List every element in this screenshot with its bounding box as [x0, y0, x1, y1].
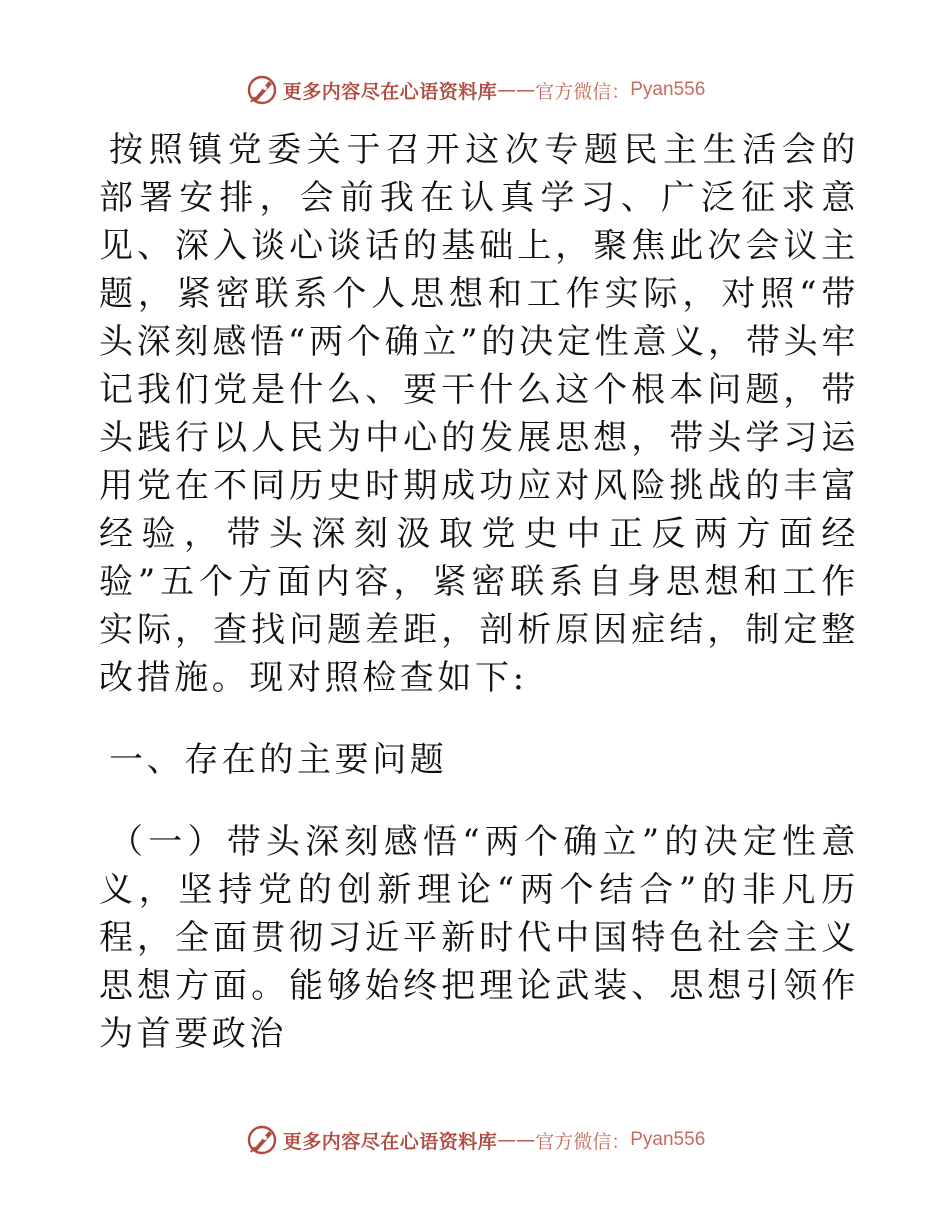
- banner-wechat-label: 官方微信：: [535, 1130, 631, 1153]
- quill-pen-logo-icon: [245, 1123, 279, 1157]
- banner-main-text: 更多内容尽在心语资料库: [282, 80, 498, 103]
- banner-wechat-id: Pyan556: [630, 1129, 706, 1150]
- banner-wechat-id: Pyan556: [630, 79, 706, 100]
- paragraph-subsection-1: （一）带头深刻感悟“两个确立”的决定性意义，坚持党的创新理论“两个结合”的非凡历程，全面贯彻习近平新时代中国特色社会主义思想方面。能够始终把理论武装、思想引领作为首要政治: [99, 822, 859, 1054]
- footer-watermark-banner: [0, 1120, 950, 1160]
- banner-main-text: 更多内容尽在心语资料库: [282, 1130, 498, 1153]
- banner-wechat-label: 官方微信：: [535, 80, 631, 103]
- banner-separator: ——: [497, 1129, 536, 1151]
- paragraph-intro: 按照镇党委关于召开这次专题民主生活会的部署安排，会前我在认真学习、广泛征求意见、深入谈心谈话的基础上，聚焦此次会议主题，紧密联系个人思想和工作实际，对照“带头深刻感悟“两个确立”的决定性意义，带头牢记我们党是什么、要干什么这个根本问题，带头践行以人民为中心的发展思想，带头学习运用党在不同历史时期成功应对风险挑战的丰富经验，带头深刻汲取党史中正反两方面经验”五个方面内容，紧密联系自身思想和工作实际，查找问题差距，剖析原因症结，制定整改措施。现对照检查如下:: [99, 130, 859, 698]
- header-watermark-banner: [0, 70, 950, 110]
- banner-separator: ——: [497, 79, 536, 101]
- document-body: [99, 126, 859, 1058]
- quill-pen-logo-icon: [245, 73, 279, 107]
- section-heading: 一、存在的主要问题: [109, 740, 448, 780]
